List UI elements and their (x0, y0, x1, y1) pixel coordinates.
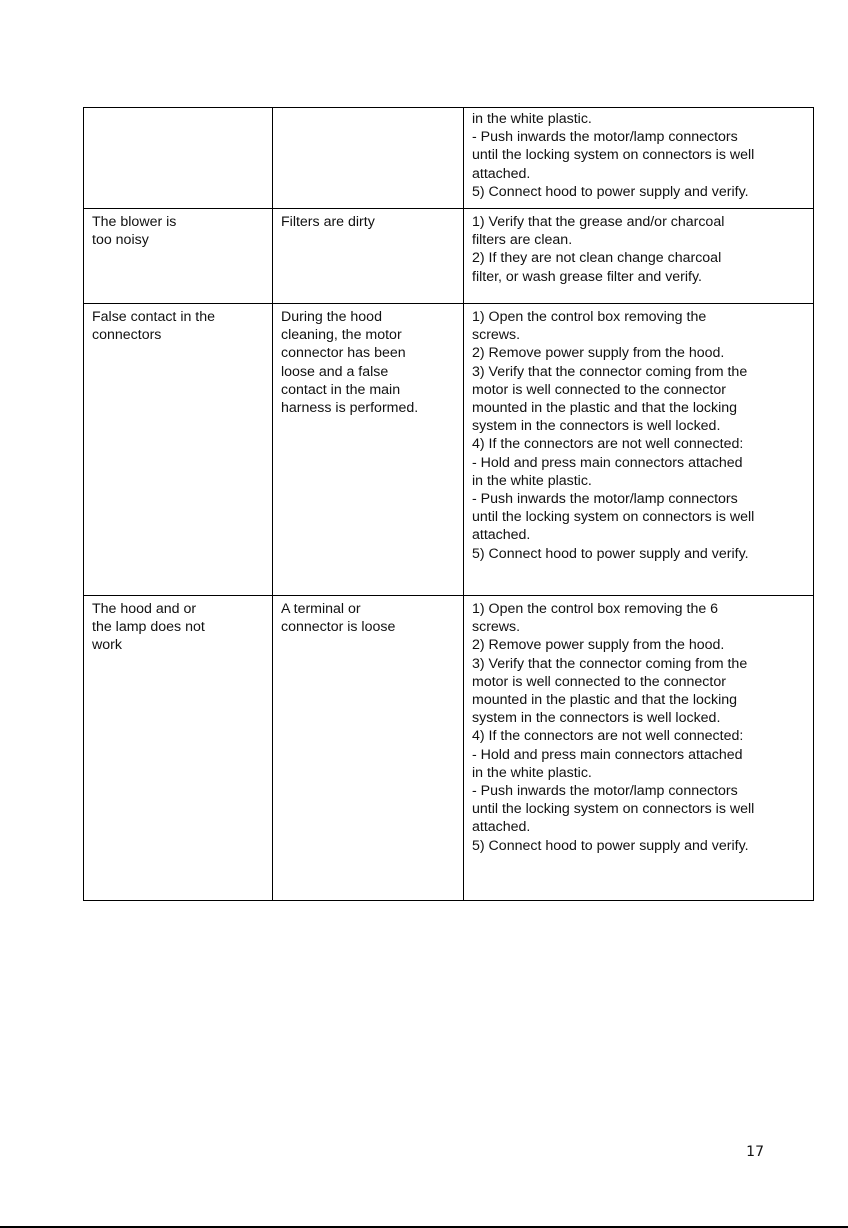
solution-cell: 1) Verify that the grease and/or charcoal filters are clean. 2) If they are not clean change charcoal filter, or wash grease filter and verify. (464, 209, 814, 304)
troubleshooting-table (83, 107, 814, 901)
cause-cell: Filters are dirty (273, 209, 464, 304)
solution-cell: 1) Open the control box removing the screws. 2) Remove power supply from the hood. 3) Verify that the connector coming from the motor is well connected to the connector mounted in the plastic and that the locking system in the connectors is well locked. 4) If the connectors are not well connected: - Hold and press main connectors attached in the white plastic. - Push inwards the motor/lamp connectors until the locking system on connectors is well attached. 5) Connect hood to power supply and verify. (464, 304, 814, 596)
problem-cell: The blower is too noisy (84, 209, 273, 304)
problem-cell: The hood and or the lamp does not work (84, 596, 273, 901)
table-row (84, 596, 814, 901)
cause-cell: During the hood cleaning, the motor connector has been loose and a false contact in the main harness is performed. (273, 304, 464, 596)
solution-cell: in the white plastic. - Push inwards the motor/lamp connectors until the locking system on connectors is well attached. 5) Connect hood to power supply and verify. (464, 108, 814, 209)
problem-cell (84, 108, 273, 209)
table-row (84, 304, 814, 596)
page-number: 17 (746, 1144, 764, 1160)
solution-cell: 1) Open the control box removing the 6 screws. 2) Remove power supply from the hood. 3) Verify that the connector coming from the motor is well connected to the connector mounted in the plastic and that the locking system in the connectors is well locked. 4) If the connectors are not well connected: - Hold and press main connectors attached in the white plastic. - Push inwards the motor/lamp connectors until the locking system on connectors is well attached. 5) Connect hood to power supply and verify. (464, 596, 814, 901)
table-row (84, 108, 814, 209)
table-row (84, 209, 814, 304)
cause-cell: A terminal or connector is loose (273, 596, 464, 901)
problem-cell: False contact in the connectors (84, 304, 273, 596)
cause-cell (273, 108, 464, 209)
